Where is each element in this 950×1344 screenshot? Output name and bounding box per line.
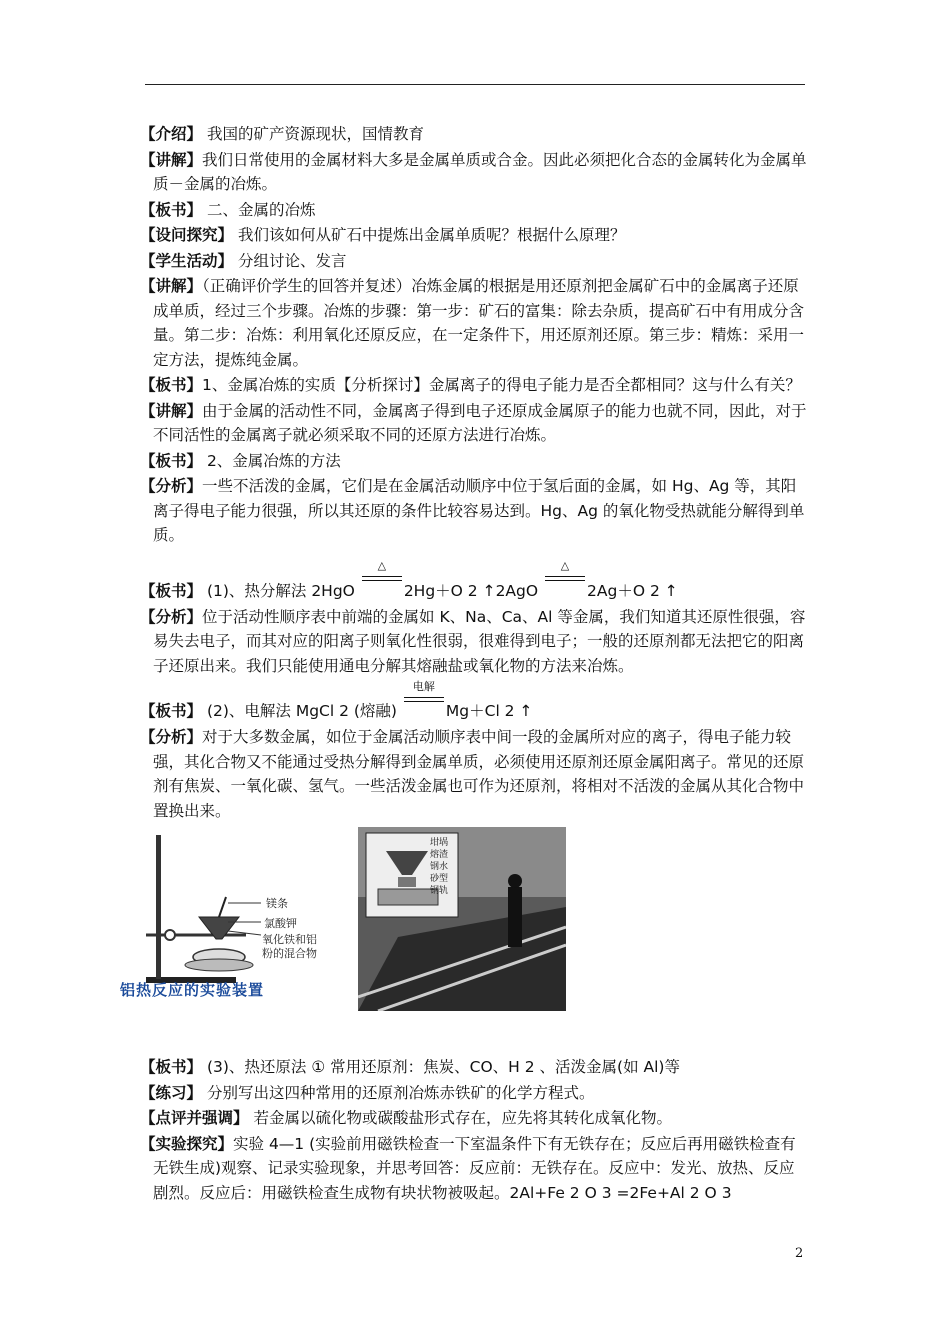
reaction-condition-mark: △ bbox=[360, 582, 404, 600]
paragraph: 【实验探究】实验 4—1 (实验前用磁铁检查一下室温条件下有无铁存在；反应后再用磁铁检查有无铁生成)观察、记录实验现象，并思考回答：反应前：无铁存在。反应中：发光、放热、反应剧烈。反应后：用磁铁检查生成物有块状物被吸起。2Al+Fe 2 O 3 =2Fe+Al 2 O 3 bbox=[140, 1134, 796, 1202]
reaction-condition-mark: △ bbox=[543, 582, 587, 600]
paragraph: 【板书】 二、金属的冶炼 bbox=[140, 200, 316, 219]
paragraph: 【板书】 2、金属冶炼的方法 bbox=[140, 451, 341, 470]
document-body bbox=[120, 122, 810, 1206]
paragraph: 【分析】位于活动性顺序表中前端的金属如 K、Na、Ca、Al 等金属，我们知道其还原性很强，容易失去电子，而其对应的阳离子则氧化性很弱，很难得到电子；一般的还原剂都无法把它的阳离子还原出来。我们只能使用通电分解其熔融盐或氧化物的方法来冶炼。 bbox=[140, 607, 806, 675]
formula-thermal-decomposition: 【板书】 (1)、热分解法 2HgO △ 2Hg＋O 2 ↑2AgO △ 2Ag＋O 2 ↑ bbox=[140, 559, 678, 600]
paragraph: 【点评并强调】 若金属以硫化物或碳酸盐形式存在，应先将其转化成氧化物。 bbox=[140, 1109, 672, 1127]
paragraph: 【板书】1、金属冶炼的实质【分析探讨】金属离子的得电子能力是否全都相同？这与什么有关？ bbox=[140, 376, 801, 394]
header-rule bbox=[145, 84, 805, 85]
paragraph: 【板书】 (3)、热还原法 ① 常用还原剂：焦炭、CO、H 2 、活泼金属(如 Al)等 bbox=[140, 1058, 680, 1076]
paragraph: 【讲解】（正确评价学生的回答并复述）冶炼金属的根据是用还原剂把金属矿石中的金属离子还原成单质，经过三个步骤。冶炼的步骤：第一步：矿石的富集：除去杂质，提高矿石中有用成分含量。第二步：冶炼：利用氧化还原反应，在一定条件下，用还原剂还原。第三步：精炼：采用一定方法，提炼纯金属。 bbox=[140, 277, 805, 369]
paragraph: 【练习】 分别写出这四种常用的还原剂冶炼赤铁矿的化学方程式。 bbox=[140, 1083, 595, 1102]
paragraph: 【讲解】我们日常使用的金属材料大多是金属单质或合金。因此必须把化合态的金属转化为金属单质－金属的冶炼。 bbox=[140, 150, 807, 193]
rail-welding-photo: 坩埚 熔渣 钢水 砂型 钢轨 bbox=[358, 827, 566, 1011]
formula-electrolysis: 【板书】 (2)、电解法 MgCl 2 (熔融) 电解 Mg＋Cl 2 ↑ bbox=[140, 679, 533, 720]
paragraph: 【分析】对于大多数金属，如位于金属活动顺序表中间一段的金属所对应的离子，得电子能力较强，其化合物又不能通过受热分解得到金属单质，必须使用还原剂还原金属阳离子。常见的还原剂有焦炭、一氧化碳、氢气。一些活泼金属也可作为还原剂，将相对不活泼的金属从其化合物中置换出来。 bbox=[140, 728, 805, 820]
page-number: 2 bbox=[795, 1246, 804, 1261]
reaction-condition-mark: 电解 bbox=[402, 703, 446, 721]
thermite-apparatus-image: 镁条 氯酸钾 氧化铁和铝 粉的混合物 铝热反应的实验装置 bbox=[116, 827, 352, 1011]
paragraph: 【设问探究】 我们该如何从矿石中提炼出金属单质呢？根据什么原理？ bbox=[140, 226, 626, 244]
paragraph: 【讲解】由于金属的活动性不同，金属离子得到电子还原成金属原子的能力也就不同，因此，对于不同活性的金属离子就必须采取不同的还原方法进行冶炼。 bbox=[140, 401, 807, 444]
paragraph: 【介绍】 我国的矿产资源现状，国情教育 bbox=[140, 125, 424, 143]
paragraph: 【分析】一些不活泼的金属，它们是在金属活动顺序中位于氢后面的金属，如 Hg、Ag 等，其阳离子得电子能力很强，所以其还原的条件比较容易达到。Hg、Ag 的氧化物受热就能分解得到单质。 bbox=[140, 477, 805, 544]
figure-row bbox=[116, 827, 810, 1011]
paragraph: 【学生活动】 分组讨论、发言 bbox=[140, 251, 347, 270]
